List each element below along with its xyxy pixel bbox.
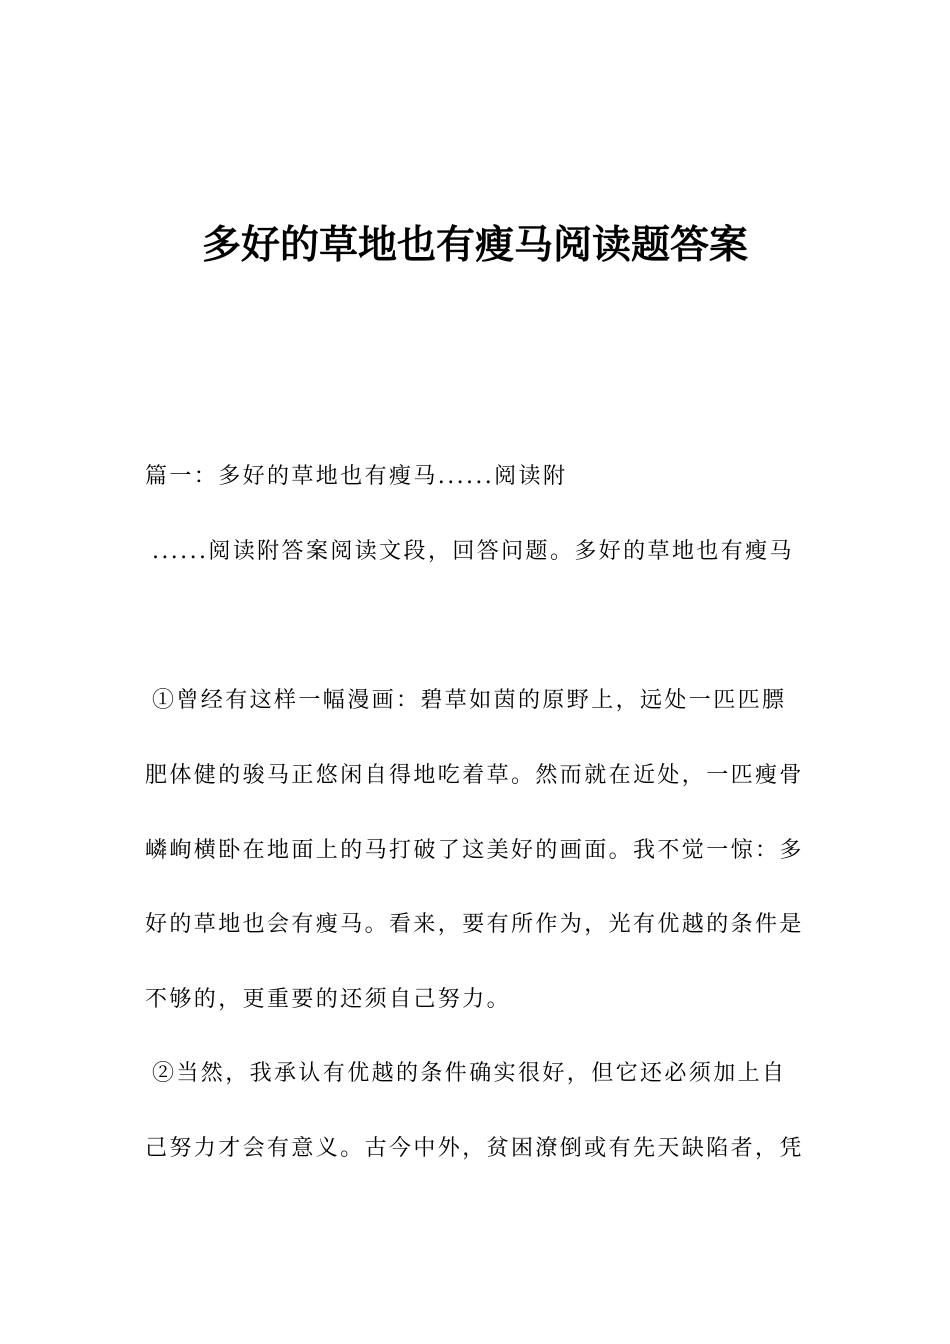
paragraph-1-line: ①曾经有这样一幅漫画：碧草如茵的原野上，远处一匹匹膘 (152, 688, 787, 713)
paragraph-1-line: 肥体健的骏马正悠闲自得地吃着草。然而就在近处，一匹瘦骨 (145, 763, 804, 788)
paragraph-2-line: 己努力才会有意义。古今中外，贫困潦倒或有先天缺陷者，凭 (145, 1136, 804, 1161)
paragraph-2-line: ②当然，我承认有优越的条件确实很好，但它还必须加上自 (152, 1061, 787, 1086)
section-heading: 篇一：多好的草地也有瘦马......阅读附 (145, 464, 568, 489)
intro-line: ......阅读附答案阅读文段，回答问题。多好的草地也有瘦马 (152, 539, 794, 564)
paragraph-1-line: 嶙峋横卧在地面上的马打破了这美好的画面。我不觉一惊：多 (145, 838, 804, 863)
paragraph-1-line: 不够的，更重要的还须自己努力。 (145, 987, 512, 1012)
paragraph-1-line: 好的草地也会有瘦马。看来，要有所作为，光有优越的条件是 (145, 912, 804, 937)
document-title: 多好的草地也有瘦马阅读题答案 (201, 223, 748, 268)
